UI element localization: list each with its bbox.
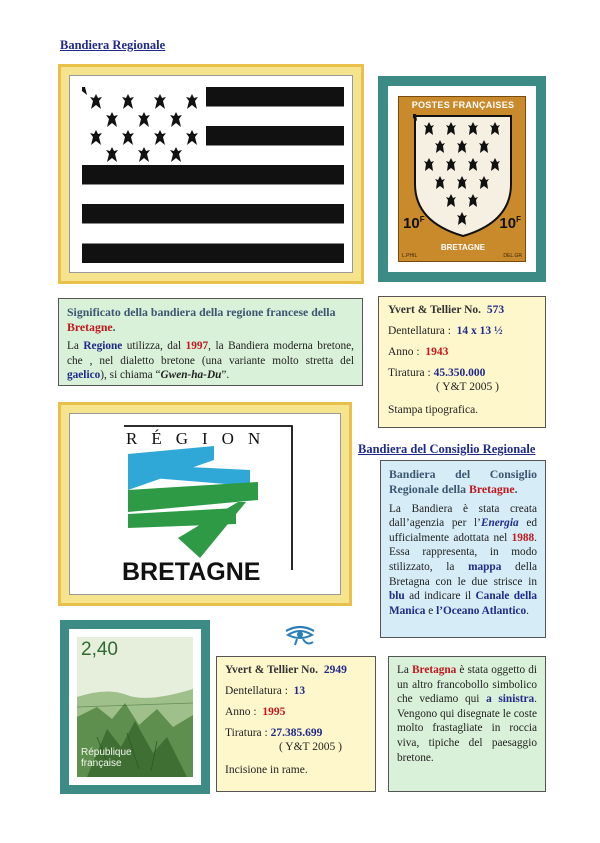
stamp-signature-right: DEL.GR bbox=[503, 253, 522, 259]
yt-row-2: Yvert & Tellier No. 2949 bbox=[225, 664, 347, 676]
stamp-1943 bbox=[388, 86, 536, 272]
stamp-top-text: POSTES FRANÇAISES bbox=[411, 100, 515, 110]
region-text: RÉGION bbox=[126, 429, 275, 448]
yt-row: Yvert & Tellier No. 573 bbox=[388, 304, 505, 316]
ermine-shield-icon bbox=[413, 114, 513, 238]
consiglio-heading: Bandiera del Consiglio Regionale della Bretagne. bbox=[389, 467, 537, 496]
stamp-1995 bbox=[69, 629, 201, 785]
title-bandiera-consiglio[interactable]: Bandiera del Consiglio Regionale bbox=[358, 442, 536, 456]
stamp-bottom-text: BRETAGNE bbox=[440, 243, 486, 252]
region-logo-frame bbox=[58, 402, 352, 606]
stamp-1995-data bbox=[216, 656, 376, 792]
consiglio-text: La Bandiera è stata creata dall’agenzia per l’Energia ed ufficialmente adottata nel 1988. Essa rappresenta, in modo stilizzato, la mappa della Bretagna con le due strisce in blu ad indicare il Canale della Manica e l’Oceano Atlantico. bbox=[389, 502, 537, 617]
flag-frame bbox=[58, 64, 364, 284]
bretagne-text: BRETAGNE bbox=[122, 558, 261, 586]
eye-of-horus-icon bbox=[283, 624, 317, 646]
stamp2-value: 2,40 bbox=[81, 639, 118, 660]
region-logo bbox=[69, 413, 341, 595]
stamp-value-left: $10^F$ bbox=[403, 215, 425, 232]
flag-meaning-box bbox=[58, 298, 363, 386]
dent-row-2: Dentellatura : 13 bbox=[225, 685, 306, 697]
bretagna-text: La Bretagna è stata oggetto di un altro francobollo simbolico che vediamo qui a sinistra. Vengono qui disegnate le coste molto frastagliate in roccia viva, tipiche del paesaggio bretone. bbox=[397, 664, 537, 764]
consiglio-box bbox=[380, 460, 546, 638]
region-bretagne-logo-icon bbox=[118, 420, 298, 590]
stamp-1943-data bbox=[378, 296, 546, 428]
gwen-ha-du-flag bbox=[82, 87, 344, 263]
stamp-1943-frame bbox=[378, 76, 546, 282]
stamp2-country: République française bbox=[81, 747, 132, 769]
flag-image bbox=[69, 75, 353, 273]
anno-row-2: Anno : 1995 bbox=[225, 706, 286, 718]
title-bandiera-regionale[interactable]: Bandiera Regionale bbox=[60, 38, 166, 52]
tiratura-row-2: Tiratura : 27.385.699 ( Y&T 2005 ) bbox=[225, 727, 342, 753]
bretagna-stamp-box bbox=[388, 656, 546, 792]
meaning-heading: Significato della bandiera della regione francese della Bretagne. bbox=[67, 305, 336, 334]
stamp-value-right: $10^F$ bbox=[499, 215, 521, 232]
anno-row: Anno : 1943 bbox=[388, 346, 449, 358]
engraving-note: Incisione in rame. bbox=[225, 764, 308, 776]
print-note: Stampa tipografica. bbox=[388, 404, 479, 416]
meaning-text: La Regione utilizza, dal 1997, la Bandiera moderna bretone, che , nel dialetto bretone (una variante molto stretta del gaelico), si chiama “Gwen-ha-Du”. bbox=[67, 340, 354, 381]
stamp-1995-frame bbox=[60, 620, 210, 794]
stamp-signature-left: L.PHIL bbox=[402, 253, 418, 259]
dent-row: Dentellatura : 14 x 13 ½ bbox=[388, 325, 503, 337]
tiratura-row: Tiratura : 45.350.000 ( Y&T 2005 ) bbox=[388, 367, 499, 393]
